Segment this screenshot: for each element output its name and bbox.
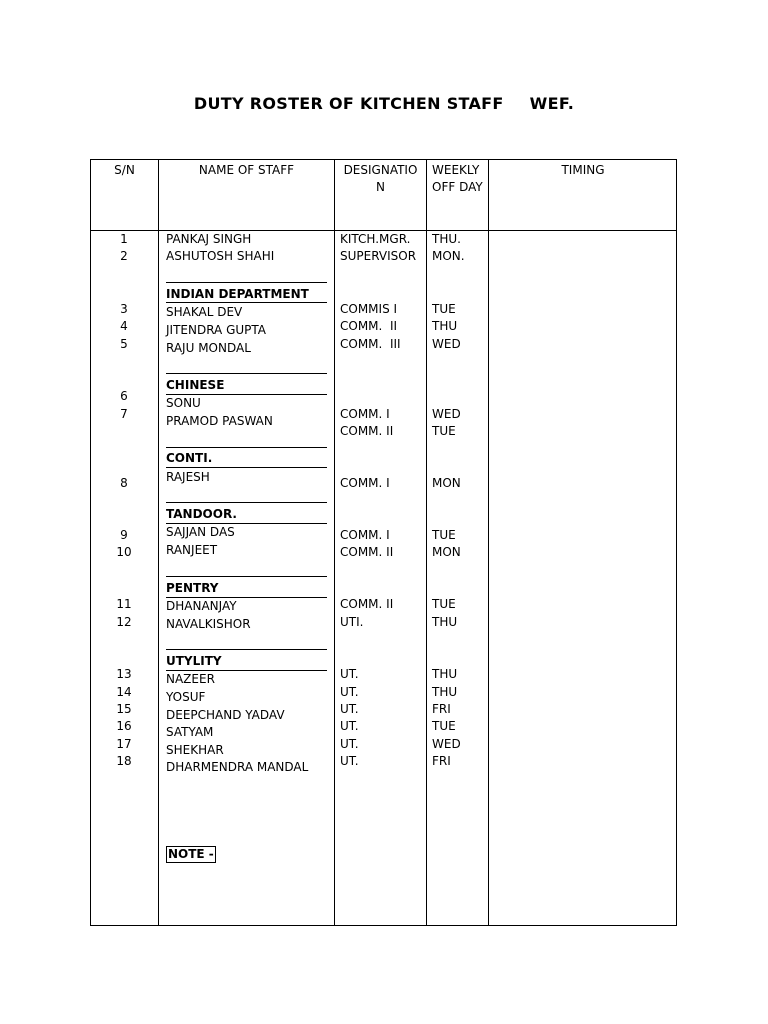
weekly-off: TUE [432, 302, 456, 316]
designation: COMM. II [340, 597, 394, 611]
staff-name: NAZEER [166, 672, 215, 686]
staff-name: RANJEET [166, 543, 218, 557]
designation: COMM. II [340, 319, 398, 333]
weekly-off: TUE [432, 424, 456, 438]
row-sn: 9 [120, 528, 128, 542]
designation: UT. [340, 702, 359, 716]
header-sn: S/N [114, 163, 135, 177]
dept-rule [166, 502, 327, 503]
designation: COMM. I [340, 476, 390, 490]
row-sn: 17 [116, 737, 132, 751]
row-sn: 2 [120, 249, 128, 263]
staff-name: RAJU MONDAL [166, 341, 251, 355]
row-sn: 15 [116, 702, 132, 716]
staff-name: YOSUF [166, 690, 206, 704]
designation: UT. [340, 754, 359, 768]
row-sn: 8 [120, 476, 128, 490]
staff-name: SHAKAL DEV [166, 305, 243, 319]
designation: UTI. [340, 615, 364, 629]
weekly-off: THU [432, 685, 458, 699]
row-sn: 10 [116, 545, 132, 559]
dept-rule [166, 649, 327, 650]
title-wef: WEF. [529, 94, 575, 113]
row-sn: 6 [120, 389, 128, 403]
staff-name: JITENDRA GUPTA [166, 323, 267, 337]
designation: COMMIS I [340, 302, 398, 316]
col-divider [426, 160, 427, 925]
col-divider [158, 160, 159, 925]
dept-rule [166, 467, 327, 468]
dept-rule [166, 282, 327, 283]
weekly-off: MON. [432, 249, 465, 263]
designation: UT. [340, 719, 359, 733]
weekly-off: TUE [432, 597, 456, 611]
staff-name: NAVALKISHOR [166, 617, 251, 631]
weekly-off: FRI [432, 754, 451, 768]
col-divider [334, 160, 335, 925]
row-sn: 12 [116, 615, 132, 629]
staff-name: SATYAM [166, 725, 214, 739]
staff-name: DHARMENDRA MANDAL [166, 760, 309, 774]
staff-name: DEEPCHAND YADAV [166, 708, 285, 722]
weekly-off: WED [432, 737, 461, 751]
dept-heading: INDIAN DEPARTMENT [166, 287, 309, 301]
designation: COMM. I [340, 407, 390, 421]
designation: KITCH.MGR. [340, 232, 411, 246]
row-sn: 1 [120, 232, 128, 246]
weekly-off: THU [432, 319, 458, 333]
row-sn: 13 [116, 667, 132, 681]
header-timing: TIMING [561, 163, 605, 177]
weekly-off: MON [432, 476, 461, 490]
weekly-off: FRI [432, 702, 451, 716]
staff-name: PRAMOD PASWAN [166, 414, 273, 428]
weekly-off: TUE [432, 719, 456, 733]
row-sn: 4 [120, 319, 128, 333]
dept-heading: CHINESE [166, 378, 225, 392]
designation: COMM. II [340, 545, 394, 559]
staff-name: SONU [166, 396, 201, 410]
staff-name: RAJESH [166, 470, 210, 484]
designation: UT. [340, 685, 359, 699]
designation: UT. [340, 737, 359, 751]
row-sn: 14 [116, 685, 132, 699]
weekly-off: THU. [432, 232, 461, 246]
weekly-off: THU [432, 667, 458, 681]
row-sn: 3 [120, 302, 128, 316]
staff-name: ASHUTOSH SHAHI [166, 249, 275, 263]
row-sn: 11 [116, 597, 132, 611]
header-name: NAME OF STAFF [198, 163, 295, 177]
designation: COMM. I [340, 528, 390, 542]
dept-rule [166, 373, 327, 374]
dept-rule [166, 302, 327, 303]
weekly-off: WED [432, 407, 461, 421]
staff-name: PANKAJ SINGH [166, 232, 252, 246]
dept-heading: PENTRY [166, 581, 219, 595]
designation: COMM. II [340, 424, 394, 438]
row-sn: 16 [116, 719, 132, 733]
designation: UT. [340, 667, 359, 681]
designation: SUPERVISOR [340, 249, 417, 263]
weekly-off: MON [432, 545, 461, 559]
weekly-off: THU [432, 615, 458, 629]
col-divider [488, 160, 489, 925]
staff-name: SAJJAN DAS [166, 525, 235, 539]
title-text: DUTY ROSTER OF KITCHEN STAFF [193, 94, 504, 113]
roster-table [90, 159, 677, 926]
row-sn: 18 [116, 754, 132, 768]
header-designation: DESIGNATIO N [343, 163, 418, 194]
staff-name: DHANANJAY [166, 599, 237, 613]
page-title [0, 94, 768, 113]
note-label: NOTE - [168, 847, 214, 861]
row-sn: 5 [120, 337, 128, 351]
staff-name: SHEKHAR [166, 743, 224, 757]
dept-heading: TANDOOR. [166, 507, 237, 521]
dept-rule [166, 576, 327, 577]
header-weekly-off: WEEKLY OFF DAY [432, 163, 483, 194]
weekly-off: WED [432, 337, 461, 351]
dept-rule [166, 447, 327, 448]
weekly-off: TUE [432, 528, 456, 542]
dept-heading: CONTI. [166, 451, 213, 465]
designation: COMM. III [340, 337, 401, 351]
dept-heading: UTYLITY [166, 654, 222, 668]
row-sn: 7 [120, 407, 128, 421]
